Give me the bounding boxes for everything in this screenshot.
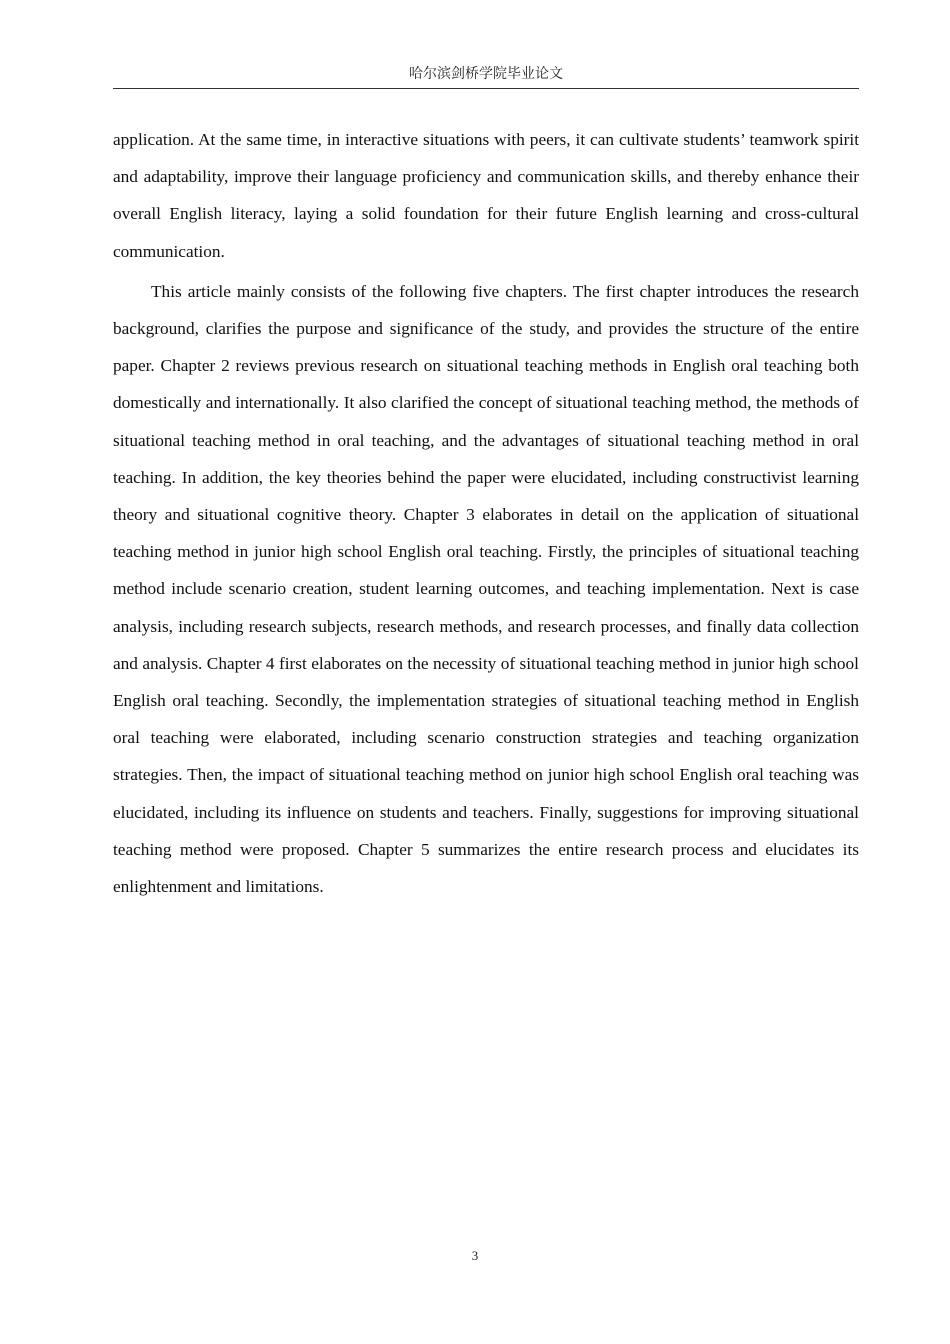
- page-number: 3: [471, 1248, 479, 1263]
- paragraph-chapter-overview: This article mainly consists of the following five chapters. The first chapter introduces the research background, clarifies the purpose and significance of the study, and provides the structure of the entire paper. Chapter 2 reviews previous research on situational teaching methods in English oral teaching both domestically and internationally. It also clarified the concept of situational teaching method, the methods of situational teaching method in oral teaching, and the advantages of situational teaching method in oral teaching. In addition, the key theories behind the paper were elucidated, including constructivist learning theory and situational cognitive theory. Chapter 3 elaborates in detail on the application of situational teaching method in junior high school English oral teaching. Firstly, the principles of situational teaching method include scenario creation, student learning outcomes, and teaching implementation. Next is case analysis, including research subjects, research methods, and research processes, and finally data collection and analysis. Chapter 4 first elaborates on the necessity of situational teaching method in junior high school English oral teaching. Secondly, the implementation strategies of situational teaching method in English oral teaching were elaborated, including scenario construction strategies and teaching organization strategies. Then, the impact of situational teaching method on junior high school English oral teaching was elucidated, including its influence on students and teachers. Finally, suggestions for improving situational teaching method were proposed. Chapter 5 summarizes the entire research process and elucidates its enlightenment and limitations.: [113, 281, 859, 897]
- header-title: 哈尔滨剑桥学院毕业论文: [409, 67, 563, 82]
- page-header: [113, 62, 859, 89]
- document-body: [113, 121, 859, 905]
- paragraph-continued: application. At the same time, in interactive situations with peers, it can cultivate students’ teamwork spirit and adaptability, improve their language proficiency and communication skills, and thereby enhance their overall English literacy, laying a solid foundation for their future English learning and cross-cultural communication.: [113, 130, 859, 261]
